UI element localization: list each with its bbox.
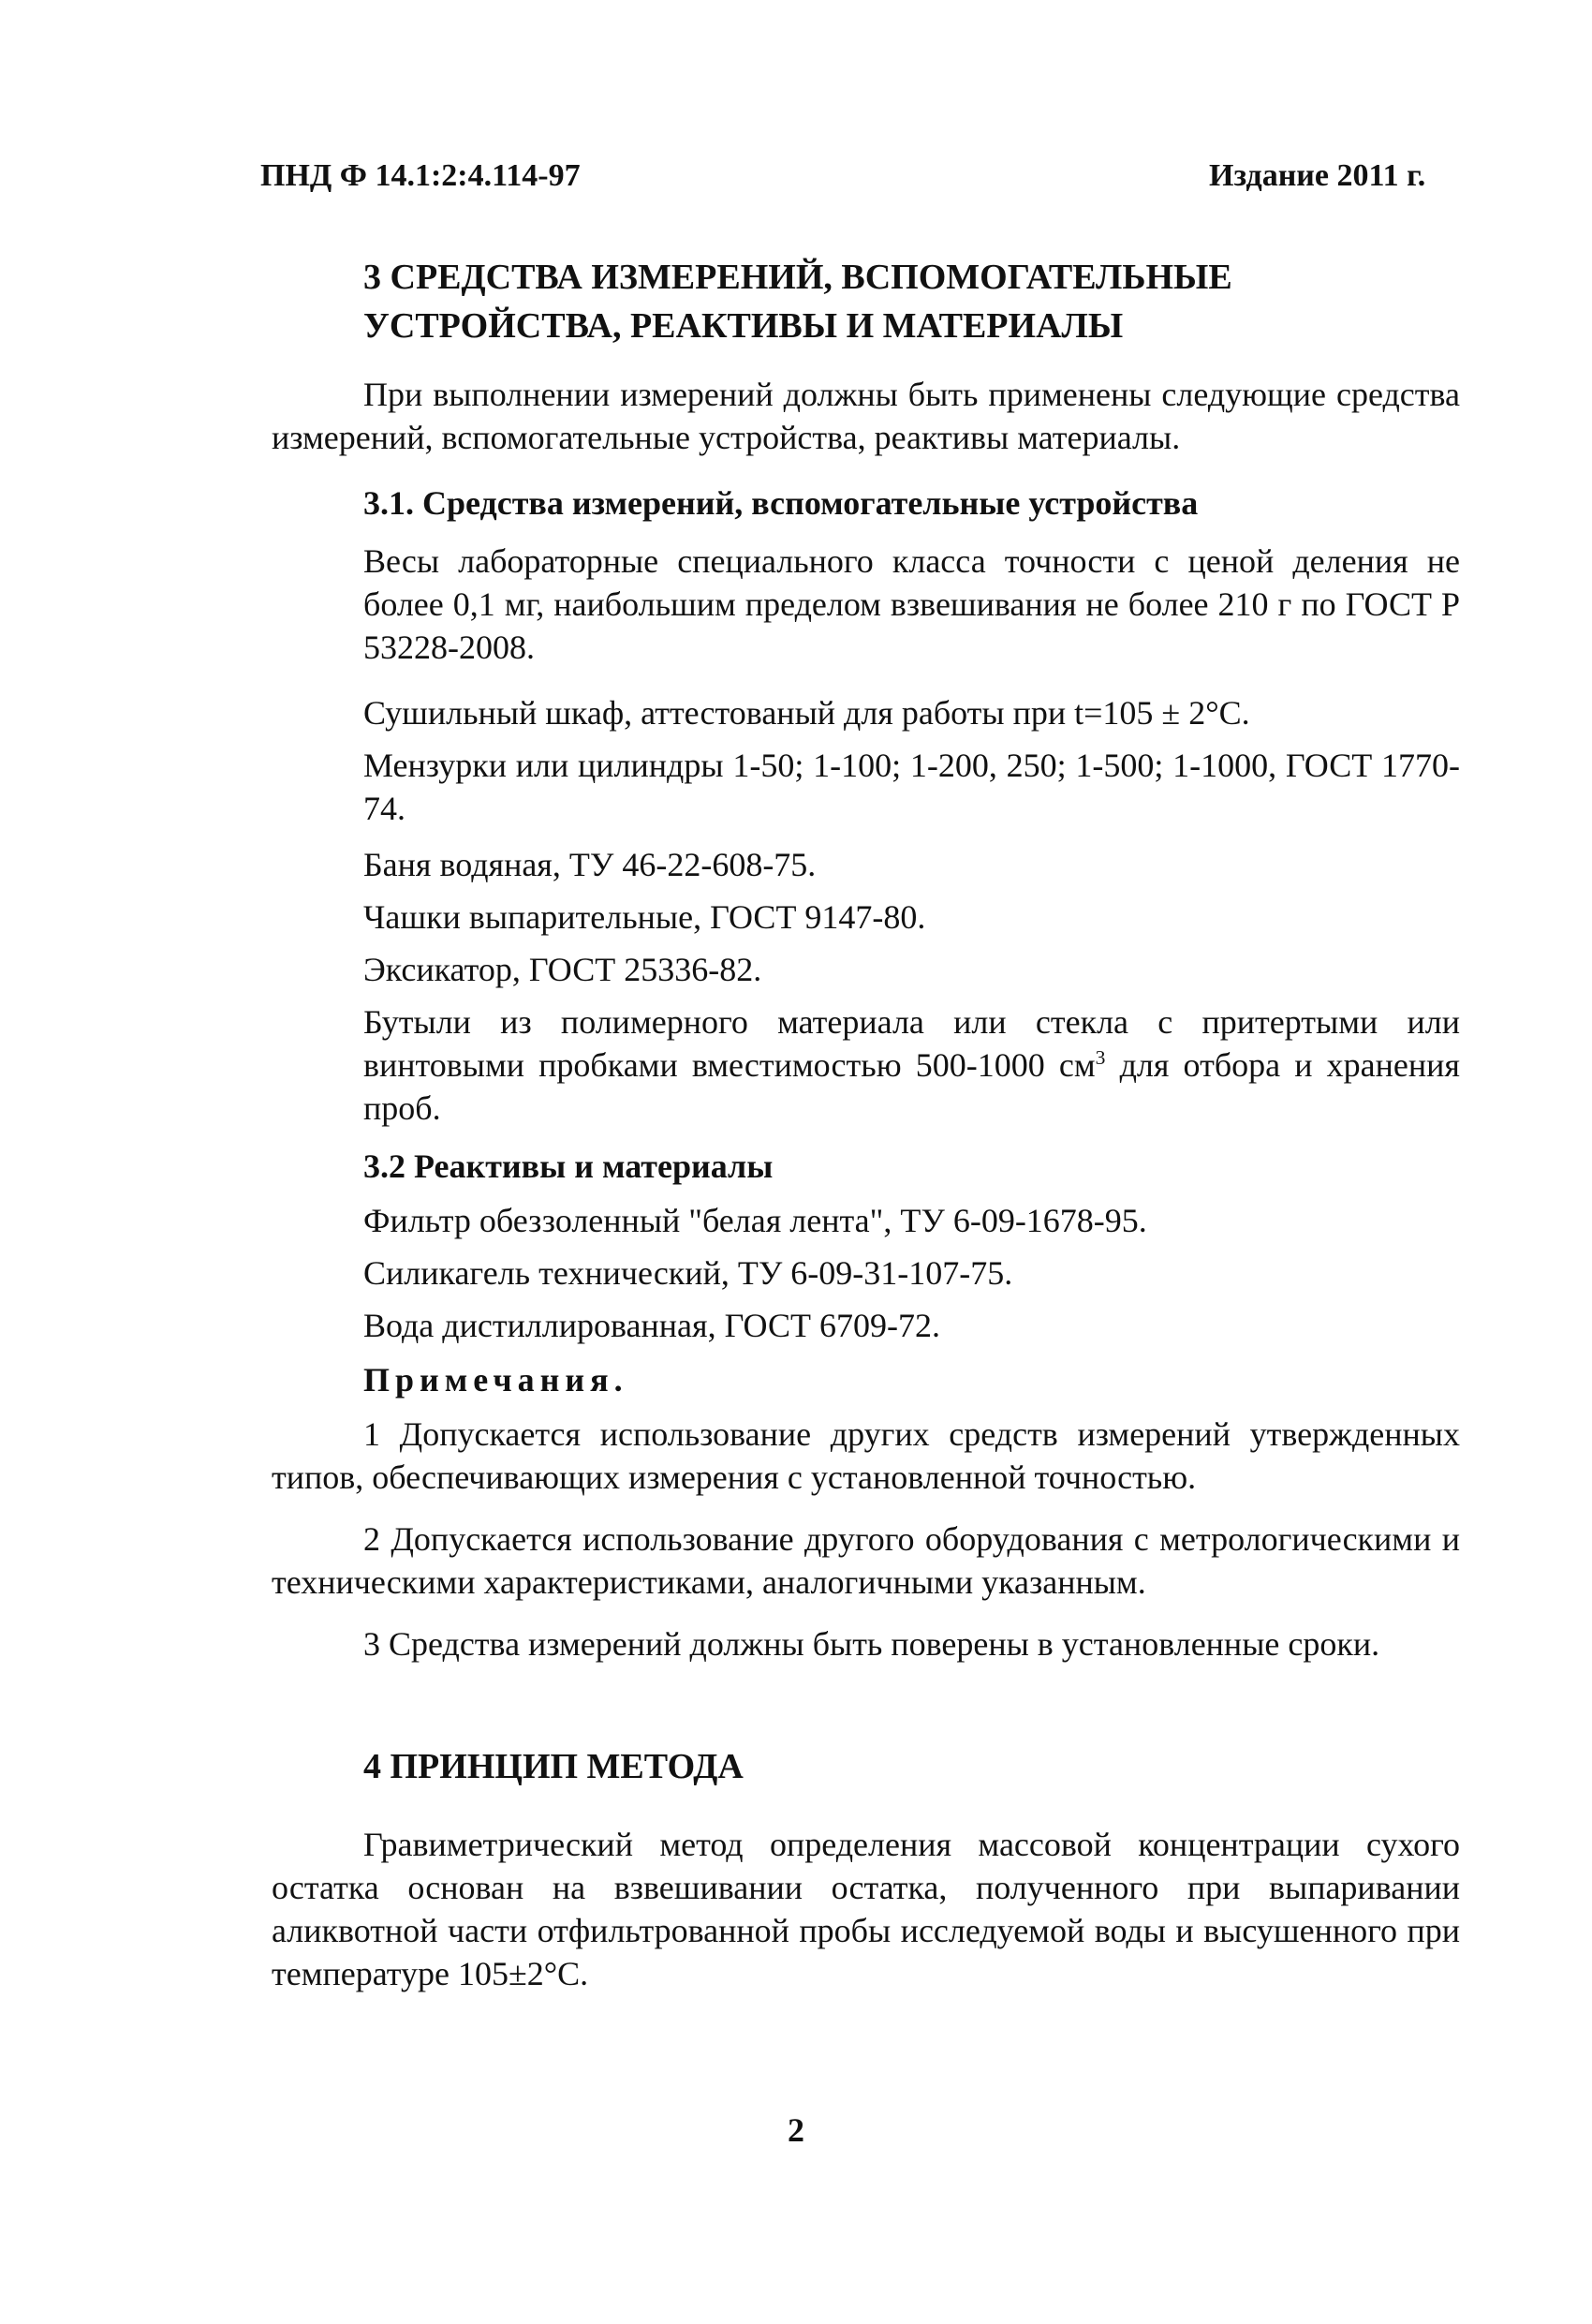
notes-title: Примечания. <box>363 1361 628 1399</box>
subsection-3-2-title: 3.2 Реактивы и материалы <box>363 1147 774 1185</box>
bottles-text: Бутыли из полимерного материала или стекла с притертыми или винтовыми пробками вместимостью 500-1000 см <box>363 1003 1460 1084</box>
section-3-title-line-1: 3 СРЕДСТВА ИЗМЕРЕНИЙ, ВСПОМОГАТЕЛЬНЫЕ <box>363 258 1232 297</box>
equipment-item: Эксикатор, ГОСТ 25336-82. <box>363 951 762 988</box>
note-item: 3 Средства измерений должны быть поверены в установленные сроки. <box>363 1625 1380 1663</box>
document-code: ПНД Ф 14.1:2:4.114-97 <box>260 158 581 193</box>
reagent-item: Фильтр обеззоленный "белая лента", ТУ 6-09-1678-95. <box>363 1202 1147 1239</box>
equipment-item: Весы лабораторные специального класса точности с ценой деления не более 0,1 мг, наибольшим пределом взвешивания не более 210 г по ГОСТ Р 53228-2008. <box>363 542 1460 666</box>
edition-label: Издание 2011 г. <box>1209 158 1426 193</box>
equipment-item-bottles <box>363 1000 1460 1130</box>
section-4-text: Гравиметрический метод определения массовой концентрации сухого остатка основан на взвешивании остатка, полученного при выпаривании аликвотной части отфильтрованной пробы исследуемой воды и высушенного при температуре 105±2°С. <box>272 1826 1460 1992</box>
reagent-item: Вода дистиллированная, ГОСТ 6709-72. <box>363 1307 940 1344</box>
section-3-title-line-2: УСТРОЙСТВА, РЕАКТИВЫ И МАТЕРИАЛЫ <box>363 306 1124 346</box>
section-4-title: 4 ПРИНЦИП МЕТОДА <box>363 1747 744 1786</box>
equipment-item: Сушильный шкаф, аттестованый для работы при t=105 ± 2°С. <box>363 694 1250 732</box>
note-item: 2 Допускается использование другого оборудования с метрологическими и техническими характеристиками, аналогичными указанным. <box>272 1520 1460 1601</box>
equipment-item: Баня водяная, ТУ 46-22-608-75. <box>363 846 817 883</box>
equipment-item: Чашки выпарительные, ГОСТ 9147-80. <box>363 898 926 936</box>
reagent-item: Силикагель технический, ТУ 6-09-31-107-75. <box>363 1254 1013 1292</box>
note-item: 1 Допускается использование других средств измерений утвержденных типов, обеспечивающих измерения с установленной точностью. <box>272 1415 1460 1496</box>
subsection-3-1-title: 3.1. Средства измерений, вспомогательные устройства <box>363 484 1199 522</box>
section-3-intro: При выполнении измерений должны быть применены следующие средства измерений, вспомогательные устройства, реактивы материалы. <box>272 376 1460 456</box>
equipment-item: Мензурки или цилиндры 1-50; 1-100; 1-200, 250; 1-500; 1-1000, ГОСТ 1770-74. <box>363 747 1460 827</box>
cubic-superscript: 3 <box>1095 1046 1106 1069</box>
page-number: 2 <box>788 2111 804 2149</box>
bottles-text-end: для отбора и хранения проб. <box>363 1046 1460 1127</box>
